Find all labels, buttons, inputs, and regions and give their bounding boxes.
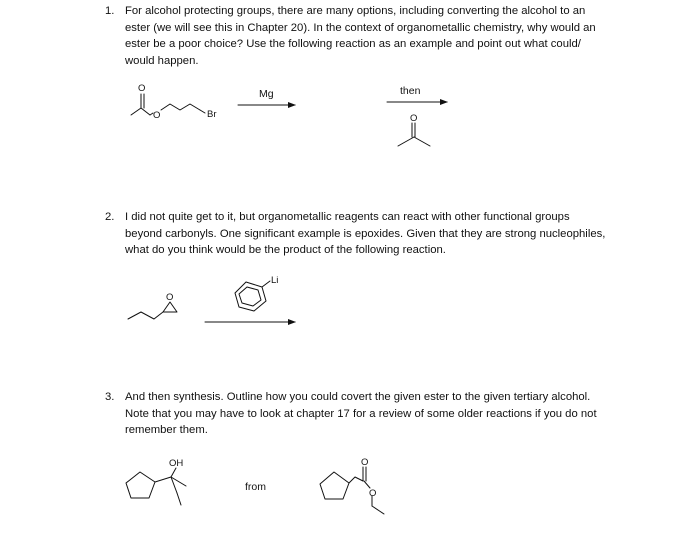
bromo-ester-structure [131,83,217,121]
question-3-line: And then synthesis. Outline how you could covert the given ester to the given tertiary alcohol. [125,391,591,403]
from-label: from [245,481,266,493]
mg-reagent-label: Mg [259,88,274,100]
question-1-line: ester be a poor choice? Use the following reaction as an example and point out what could/ [125,38,581,50]
cyclopentyl-ester-structure [320,457,384,514]
question-3-line: remember them. [125,424,208,436]
acetone-structure [398,113,430,146]
question-2-line: I did not quite get to it, but organometallic reagents can react with other functional groups [125,211,570,223]
question-2-line: what do you think would be the product of the following reaction. [125,244,446,256]
question-3-number: 3. [105,391,115,403]
epoxide-oxygen-label: O [166,292,174,303]
carbonyl-oxygen-label: O [138,83,146,94]
then-label: then [400,85,421,97]
epoxide-structure [128,292,177,319]
ester-oxygen-label: O [153,110,161,121]
tertiary-alcohol-structure [126,458,186,505]
carbonyl-oxygen-label: O [361,457,369,468]
bromine-label: Br [207,109,217,120]
question-1-line: ester (we will see this in Chapter 20). In the context of organometallic chemistry, why would an [125,21,596,34]
question-2-line: beyond carbonyls. One significant example is epoxides. Given that they are strong nucleophiles, [125,227,606,240]
ester-oxygen-label: O [369,488,377,499]
carbonyl-oxygen-label: O [410,113,418,124]
phenyllithium-structure [235,275,278,311]
lithium-label: Li [271,275,279,286]
question-2-number: 2. [105,211,115,223]
hydroxyl-label: OH [169,458,184,469]
question-3-line: Note that you may have to look at chapter 17 for a review of some older reactions if you do not [125,407,597,420]
question-1-number: 1. [105,5,115,17]
question-1-line: would happen. [125,54,199,67]
question-1-line: For alcohol protecting groups, there are many options, including converting the alcohol to an [125,5,586,17]
